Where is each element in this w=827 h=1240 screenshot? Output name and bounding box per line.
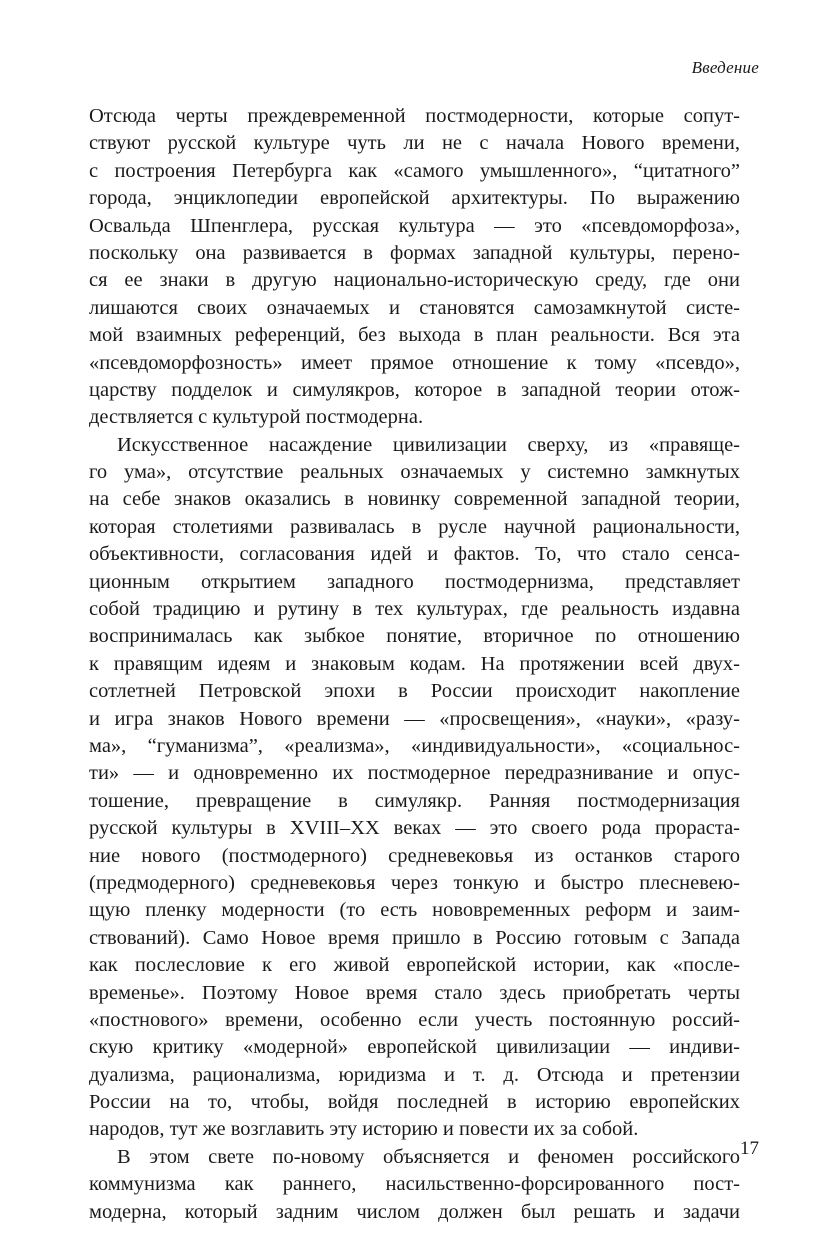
text-line: ствований). Само Новое время пришло в Россию готовым с Запада [89, 926, 740, 949]
text-line: к правящим идеям и знаковым кодам. На протяжении всей двух- [89, 652, 740, 675]
text-line: го ума», отсутствие реальных означаемых у системно замкнутых [89, 461, 740, 484]
text-line: коммунизма как раннего, насильственно-форсированного пост- [89, 1173, 740, 1196]
text-line: ние нового (постмодерного) средневековья из останков старого [89, 844, 740, 867]
text-line: Отсюда черты преждевременной постмодерности, которые сопут- [89, 105, 740, 127]
text-line: скую критику «модерной» европейской цивилизации — индиви- [89, 1036, 740, 1059]
text-line: дуализма, рационализма, юридизма и т. д. Отсюда и претензии [89, 1063, 740, 1086]
text-line: царству подделок и симулякров, которое в западной теории отож- [89, 378, 740, 401]
text-line: щую пленку модерности (то есть нововременных реформ и заим- [89, 899, 740, 922]
text-line: объективности, согласования идей и фактов. То, что стало сенса- [89, 543, 740, 566]
text-line: России на то, чтобы, войдя последней в историю европейских [89, 1091, 740, 1114]
text-line: как послесловие к его живой европейской истории, как «после- [89, 954, 740, 977]
text-line: лишаются своих означаемых и становятся самозамкнутой систе- [89, 296, 740, 319]
text-line: сотлетней Петровской эпохи в России происходит накопление [89, 680, 740, 703]
page-number: 17 [740, 1138, 759, 1159]
text-line: В этом свете по-новому объясняется и феномен российского [117, 1145, 740, 1168]
text-line: которая столетиями развивалась в русле научной рациональности, [89, 515, 740, 538]
text-line: тошение, превращение в симулякр. Ранняя постмодернизация [89, 789, 740, 812]
text-line: ся ее знаки в другую национально-историческую среду, где они [89, 269, 740, 292]
text-line: (предмодерного) средневековья через тонкую и быстро плесневею- [89, 871, 740, 894]
text-line: ти» — и одновременно их постмодерное передразнивание и опус- [89, 762, 740, 785]
text-line: Искусственное насаждение цивилизации сверху, из «правяще- [117, 433, 740, 456]
text-line: ционным открытием западного постмодернизма, представляет [89, 570, 740, 593]
text-line: народов, тут же возглавить эту историю и повести их за собой. [89, 1118, 639, 1141]
text-line: воспринималась как зыбкое понятие, вторичное по отношению [89, 625, 740, 648]
text-line: модерна, который задним числом должен был решать и задачи [89, 1200, 740, 1223]
text-line: с построения Петербурга как «самого умышленного», “цитатного” [89, 159, 740, 182]
text-line: «постнового» времени, особенно если учесть постоянную россий- [89, 1008, 740, 1031]
running-header: Введение [691, 58, 759, 77]
text-line: собой традицию и рутину в тех культурах, где реальность издавна [89, 598, 740, 621]
text-line: дествляется с культурой постмодерна. [89, 406, 424, 429]
body-text [89, 103, 740, 1226]
text-line: русской культуры в XVIII–XX веках — это своего рода прораста- [89, 817, 740, 840]
text-line: временье». Поэтому Новое время стало здесь приобретать черты [89, 981, 740, 1004]
text-line: мой взаимных референций, без выхода в план реальности. Вся эта [89, 324, 740, 347]
text-line: и игра знаков Нового времени — «просвещения», «науки», «разу- [89, 707, 740, 730]
text-line: города, энциклопедии европейской архитектуры. По выражению [89, 187, 740, 210]
text-line: Освальда Шпенглера, русская культура — это «псевдоморфоза», [89, 214, 740, 237]
text-line: на себе знаков оказались в новинку современной западной теории, [89, 488, 740, 511]
text-line: ма», “гуманизма”, «реализма», «индивидуальности», «социальнос- [89, 734, 740, 757]
text-line: поскольку она развивается в формах западной культуры, перено- [89, 241, 740, 264]
text-line: «псевдоморфозность» имеет прямое отношение к тому «псевдо», [89, 351, 740, 374]
text-line: ствуют русской культуре чуть ли не с начала Нового времени, [89, 132, 740, 155]
